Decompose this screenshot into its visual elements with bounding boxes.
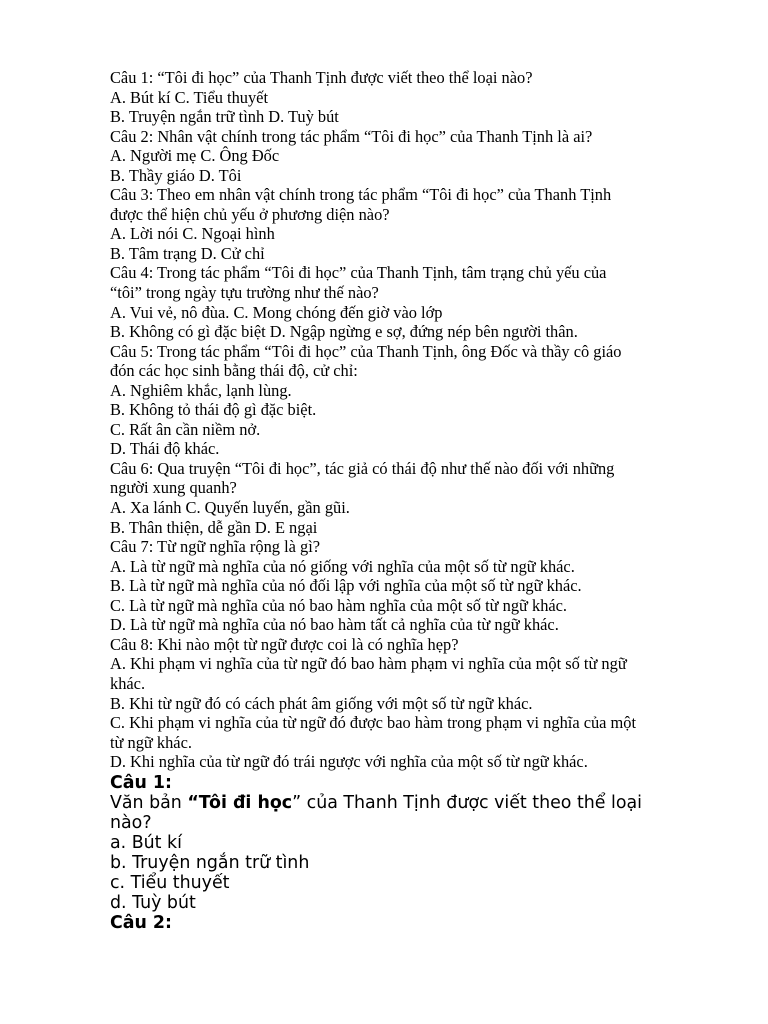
quiz-block <box>110 68 710 772</box>
answer-line: B. Là từ ngữ mà nghĩa của nó đối lập với nghĩa của một số từ ngữ khác. <box>110 576 582 596</box>
answer-line: A. Người mẹ C. Ông Đốc <box>110 146 280 166</box>
question-3-cont: được thể hiện chủ yếu ở phương diện nào? <box>110 204 390 224</box>
answer-line-cont: từ ngữ khác. <box>110 732 192 752</box>
q1-text-after: ” của Thanh Tịnh được viết theo thể loại <box>292 792 642 813</box>
answer-line: B. Khi từ ngữ đó có cách phát âm giống với một số từ ngữ khác. <box>110 693 533 713</box>
answer-line: A. Xa lánh C. Quyến luyến, gần gũi. <box>110 498 350 518</box>
question-2-heading: Câu 2: <box>110 912 172 933</box>
question-6-cont: người xung quanh? <box>110 478 237 498</box>
option-b: b. Truyện ngắn trữ tình <box>110 852 310 873</box>
option-c: c. Tiểu thuyết <box>110 872 230 893</box>
answer-line: C. Rất ân cần niềm nở. <box>110 419 261 439</box>
answer-line: A. Khi phạm vi nghĩa của từ ngữ đó bao hàm phạm vi nghĩa của một số từ ngữ <box>110 654 627 674</box>
answer-line: D. Khi nghĩa của từ ngữ đó trái ngược với nghĩa của một số từ ngữ khác. <box>110 752 588 772</box>
answer-line: B. Không có gì đặc biệt D. Ngập ngừng e sợ, đứng nép bên người thân. <box>110 322 578 342</box>
q1-text-before: Văn bản <box>110 792 188 813</box>
answer-line: B. Tâm trạng D. Cử chỉ <box>110 243 265 263</box>
question-1-heading: Câu 1: <box>110 772 172 793</box>
answer-line: B. Không tỏ thái độ gì đặc biệt. <box>110 400 317 420</box>
answer-line: C. Khi phạm vi nghĩa của từ ngữ đó được bao hàm trong phạm vi nghĩa của một <box>110 713 637 733</box>
question-5: Câu 5: Trong tác phẩm “Tôi đi học” của Thanh Tịnh, ông Đốc và thầy cô giáo <box>110 341 622 361</box>
question-4-cont: “tôi” trong ngày tựu trường như thế nào? <box>110 283 379 303</box>
question-3: Câu 3: Theo em nhân vật chính trong tác phẩm “Tôi đi học” của Thanh Tịnh <box>110 185 612 205</box>
answer-line: A. Vui vẻ, nô đùa. C. Mong chóng đến giờ vào lớp <box>110 302 443 322</box>
answer-line: D. Thái độ khác. <box>110 439 220 459</box>
option-d: d. Tuỳ bút <box>110 892 196 913</box>
question-1-text <box>110 793 710 813</box>
question-6: Câu 6: Qua truyện “Tôi đi học”, tác giả có thái độ như thế nào đối với những <box>110 458 615 478</box>
restated-section <box>110 773 710 933</box>
question-2: Câu 2: Nhân vật chính trong tác phẩm “Tôi đi học” của Thanh Tịnh là ai? <box>110 126 593 146</box>
answer-line: A. Bút kí C. Tiểu thuyết <box>110 87 269 107</box>
question-1-text-cont: nào? <box>110 812 152 833</box>
answer-line: B. Thân thiện, dễ gần D. E ngại <box>110 517 318 537</box>
answer-line: A. Lời nói C. Ngoại hình <box>110 224 275 244</box>
answer-line: A. Là từ ngữ mà nghĩa của nó giống với nghĩa của một số từ ngữ khác. <box>110 556 575 576</box>
q1-title-bold: “Tôi đi học <box>187 792 293 813</box>
question-8: Câu 8: Khi nào một từ ngữ được coi là có nghĩa hẹp? <box>110 634 459 654</box>
answer-line: B. Thầy giáo D. Tôi <box>110 165 242 185</box>
question-7: Câu 7: Từ ngữ nghĩa rộng là gì? <box>110 537 321 557</box>
answer-line: C. Là từ ngữ mà nghĩa của nó bao hàm nghĩa của một số từ ngữ khác. <box>110 595 568 615</box>
option-a: a. Bút kí <box>110 832 182 853</box>
answer-line: B. Truyện ngắn trữ tình D. Tuỳ bút <box>110 107 339 127</box>
document-page <box>110 68 710 933</box>
answer-line: A. Nghiêm khắc, lạnh lùng. <box>110 380 292 400</box>
question-4: Câu 4: Trong tác phẩm “Tôi đi học” của Thanh Tịnh, tâm trạng chủ yếu của <box>110 263 607 283</box>
answer-line: D. Là từ ngữ mà nghĩa của nó bao hàm tất cả nghĩa của từ ngữ khác. <box>110 615 559 635</box>
answer-line-cont: khác. <box>110 673 146 693</box>
question-5-cont: đón các học sinh bằng thái độ, cử chỉ: <box>110 361 358 381</box>
question-1: Câu 1: “Tôi đi học” của Thanh Tịnh được viết theo thể loại nào? <box>110 68 533 87</box>
